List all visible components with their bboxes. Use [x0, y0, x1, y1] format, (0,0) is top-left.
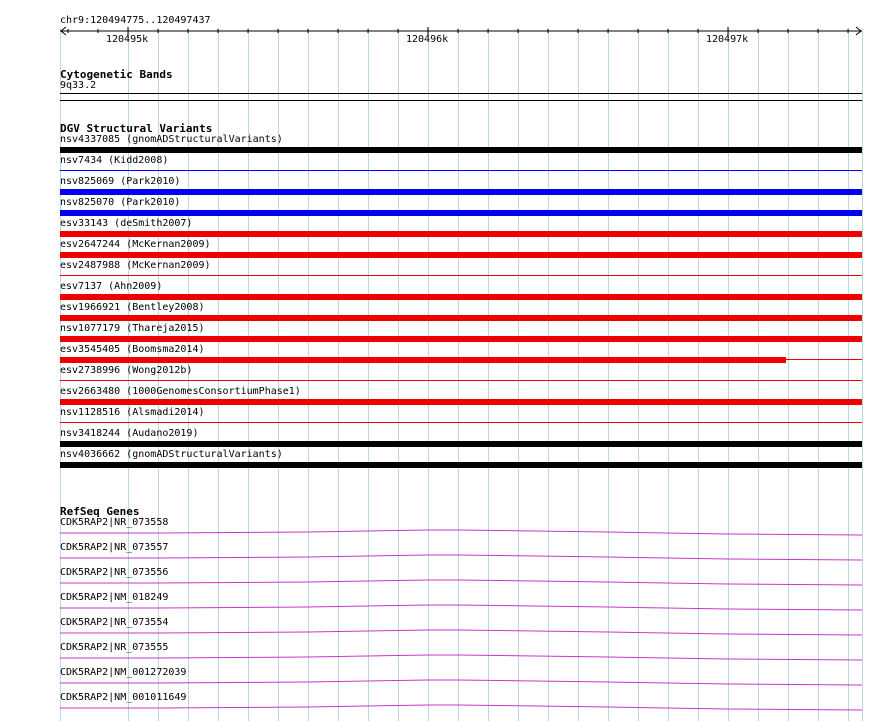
dgv-variant-label[interactable]: esv2663480 (1000GenomesConsortiumPhase1) — [60, 386, 301, 397]
refseq-gene-line — [60, 580, 862, 585]
refseq-gene-line — [60, 605, 862, 610]
dgv-variant-label[interactable]: esv2647244 (McKernan2009) — [60, 239, 211, 250]
refseq-gene-label[interactable]: CDK5RAP2|NR_073557 — [60, 542, 169, 553]
refseq-gene-line — [60, 680, 862, 685]
ruler-tick-label: 120497k — [706, 34, 749, 45]
dgv-track-title: DGV Structural Variants — [60, 122, 213, 135]
refseq-gene-line — [60, 655, 862, 660]
dgv-variant-label[interactable]: esv3545405 (Boomsma2014) — [60, 344, 205, 355]
dgv-variant-label[interactable]: nsv825070 (Park2010) — [60, 197, 181, 208]
dgv-variant-label[interactable]: nsv3418244 (Audano2019) — [60, 428, 199, 439]
refseq-gene-line — [60, 530, 862, 535]
refseq-gene-line — [60, 630, 862, 635]
dgv-variant-label[interactable]: nsv825069 (Park2010) — [60, 176, 181, 187]
ruler-tick-label: 120496k — [406, 34, 449, 45]
dgv-variant-label[interactable]: esv7137 (Ahn2009) — [60, 281, 163, 292]
refseq-gene-line — [60, 555, 862, 560]
cytoband-track-title: Cytogenetic Bands — [60, 68, 173, 81]
ruler-tick-label: 120495k — [106, 34, 149, 45]
refseq-track-title: RefSeq Genes — [60, 505, 140, 518]
refseq-gene-label[interactable]: CDK5RAP2|NR_073554 — [60, 617, 169, 628]
refseq-gene-label[interactable]: CDK5RAP2|NM_018249 — [60, 592, 169, 603]
dgv-variant-label[interactable]: nsv1077179 (Thareja2015) — [60, 323, 205, 334]
dgv-variant-label[interactable]: nsv4337085 (gnomADStructuralVariants) — [60, 134, 283, 145]
cytoband-label[interactable]: 9q33.2 — [60, 80, 97, 91]
refseq-gene-line — [60, 705, 862, 710]
refseq-gene-label[interactable]: CDK5RAP2|NM_001011649 — [60, 692, 187, 703]
dgv-variant-label[interactable]: esv2738996 (Wong2012b) — [60, 365, 193, 376]
dgv-variant-label[interactable]: nsv7434 (Kidd2008) — [60, 155, 169, 166]
refseq-gene-label[interactable]: CDK5RAP2|NM_001272039 — [60, 667, 187, 678]
dgv-variant-label[interactable]: esv33143 (deSmith2007) — [60, 218, 193, 229]
dgv-variant-label[interactable]: nsv4036662 (gnomADStructuralVariants) — [60, 449, 283, 460]
refseq-gene-label[interactable]: CDK5RAP2|NR_073558 — [60, 517, 169, 528]
dgv-variant-label[interactable]: esv1966921 (Bentley2008) — [60, 302, 205, 313]
dgv-variant-label[interactable]: nsv1128516 (Alsmadi2014) — [60, 407, 205, 418]
dgv-variant-label[interactable]: esv2487988 (McKernan2009) — [60, 260, 211, 271]
location-label: chr9:120494775..120497437 — [60, 15, 211, 26]
refseq-gene-label[interactable]: CDK5RAP2|NR_073555 — [60, 642, 169, 653]
refseq-gene-label[interactable]: CDK5RAP2|NR_073556 — [60, 567, 169, 578]
